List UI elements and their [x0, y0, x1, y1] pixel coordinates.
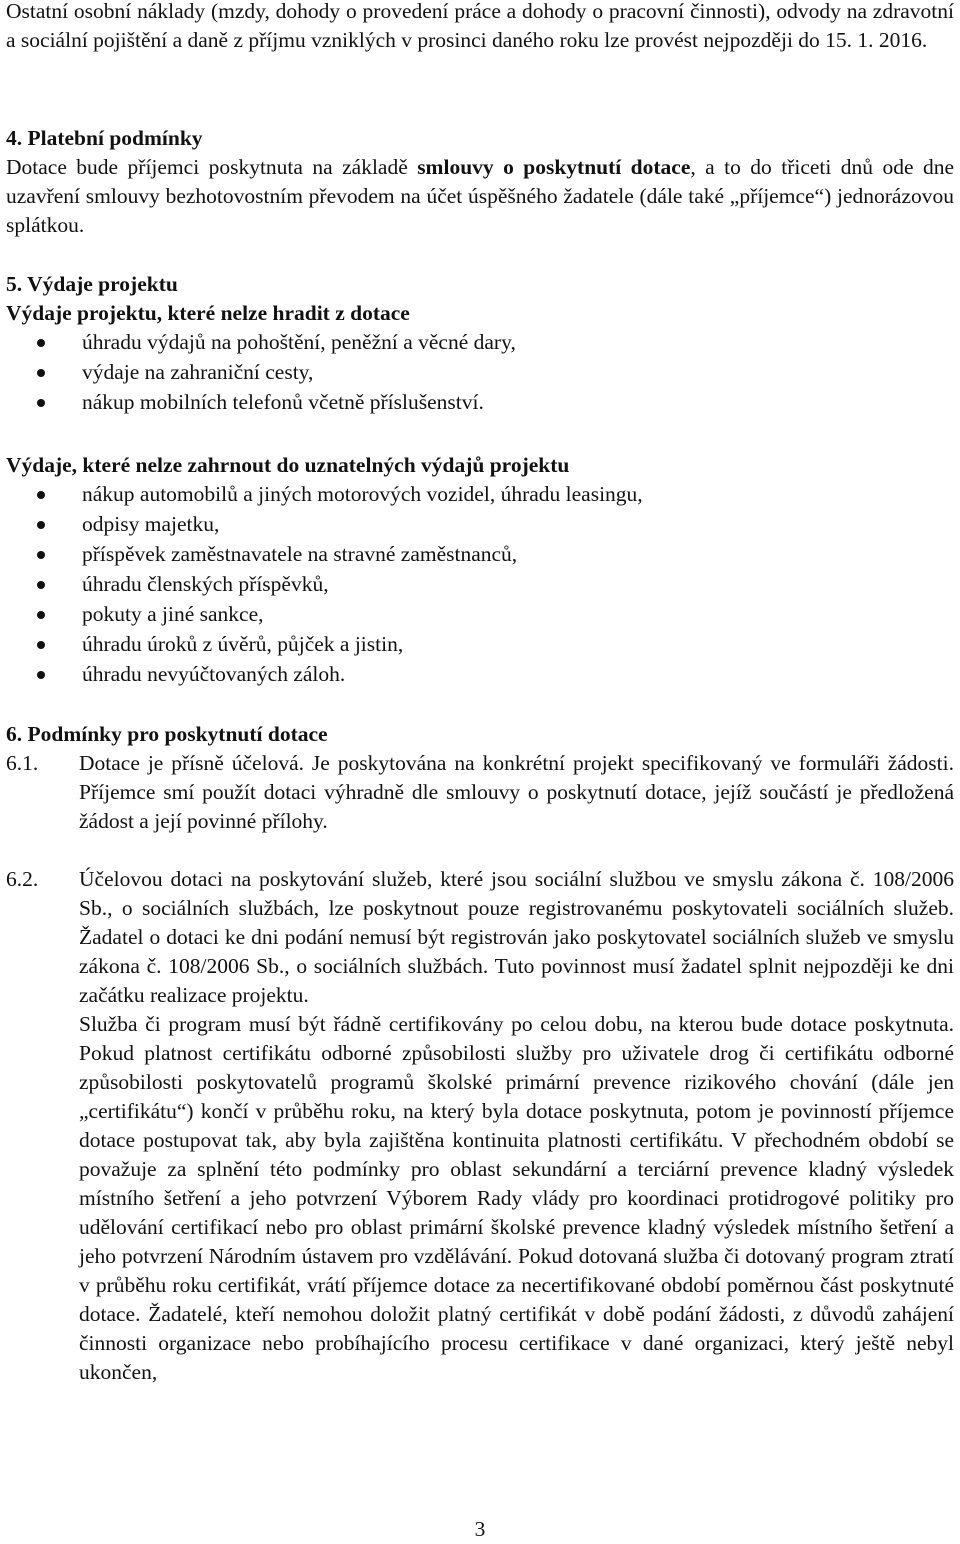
list-item	[6, 510, 954, 540]
bullet-icon	[37, 399, 45, 407]
list-item-text: úhradu úroků z úvěrů, půjček a jistin,	[82, 632, 404, 656]
section-5-heading: 5. Výdaje projektu	[6, 272, 178, 296]
section-4-text-end: , a to do třiceti dnů ode dne uzavření smlouvy bezhotovostním převodem na účet úspěšného žadatele (dále také „příjemce“) jednorázovou splátkou.	[6, 155, 954, 237]
bullet-icon	[37, 491, 45, 499]
list-item-text: odpisy majetku,	[82, 512, 220, 536]
non-eligible-expenses-list	[6, 480, 954, 690]
list-item-text: úhradu nevyúčtovaných záloh.	[82, 662, 346, 686]
list-item-text: pokuty a jiné sankce,	[82, 602, 264, 626]
bullet-icon	[37, 551, 45, 559]
list-item-text: úhradu výdajů na pohoštění, peněžní a věcné dary,	[82, 330, 516, 354]
section-6-2-paragraph-1: Účelovou dotaci na poskytování služeb, které jsou sociální službou ve smyslu zákona č. 108/2006 Sb., o sociálních službách, lze poskytnout pouze registrovanému poskytovateli sociálních služeb. Žadatel o dotaci ke dni podání nemusí být registrován jako poskytovatel sociálních služeb ve smyslu zákona č. 108/2006 Sb., o sociálních službách. Tuto povinnost musí žadatel splnit nejpozději ke dni začátku realizace projektu.	[79, 867, 954, 1007]
section-6-2	[6, 865, 954, 1387]
bullet-icon	[37, 671, 45, 679]
list-item	[6, 480, 954, 510]
section-5-subheading-2: Výdaje, které nelze zahrnout do uznatelných výdajů projektu	[6, 453, 570, 477]
list-item-text: příspěvek zaměstnavatele na stravné zaměstnanců,	[82, 542, 518, 566]
section-6-2-body	[79, 865, 954, 1387]
section-5-part-2	[6, 451, 954, 690]
list-item	[6, 660, 954, 690]
section-5-subheading-1: Výdaje projektu, které nelze hradit z dotace	[6, 301, 410, 325]
non-fundable-expenses-list	[6, 328, 954, 418]
section-6-1-text: Dotace je přísně účelová. Je poskytována na konkrétní projekt specifikovaný ve formuláři žádosti. Příjemce smí použít dotaci výhradně dle smlouvy o poskytnutí dotace, jejíž součástí je předložená žádost a její povinné přílohy.	[79, 751, 954, 833]
section-4-text	[6, 153, 954, 240]
section-6-2-paragraph-2: Služba či program musí být řádně certifikovány po celou dobu, na kterou bude dotace poskytnuta. Pokud platnost certifikátu odborné způsobilosti služby pro uživatele drog či certifikátu odborné způsobilosti poskytovatelů programů školské primární prevence rizikového chování (dále jen „certifikátu“) končí v průběhu roku, na který byla dotace poskytnuta, potom je povinností příjemce dotace postupovat tak, aby byla zajištěna kontinuita platnosti certifikátu. V přechodném období se považuje za splnění této podmínky pro oblast sekundární a terciární prevence kladný výsledek místního šetření a jeho potvrzení Výborem Rady vlády pro koordinaci protidrogové politiky pro udělování certifikací nebo pro oblast primární školské prevence kladný výsledek místního šetření a jeho potvrzení Národním ústavem pro vzdělávání. Pokud dotovaná služba či dotovaný program ztratí v průběhu roku certifikát, vrátí příjemce dotace za necertifikované období poměrnou část poskytnuté dotace. Žadatelé, kteří nemohou doložit platný certifikát v době podání žádosti, z důvodů zahájení činnosti organizace nebo probíhajícího procesu certifikace v dané organizaci, který ještě nebyl ukončen,	[79, 1012, 954, 1384]
section-4	[6, 124, 954, 240]
list-item-text: nákup automobilů a jiných motorových vozidel, úhradu leasingu,	[82, 482, 643, 506]
list-item	[6, 540, 954, 570]
list-item	[6, 328, 954, 358]
section-5	[6, 270, 954, 418]
section-6-2-row	[6, 865, 954, 1387]
section-6-heading: 6. Podmínky pro poskytnutí dotace	[6, 722, 328, 746]
bullet-icon	[37, 521, 45, 529]
section-6-2-number: 6.2.	[6, 867, 39, 891]
bullet-icon	[37, 369, 45, 377]
bullet-icon	[37, 581, 45, 589]
list-item-text: výdaje na zahraniční cesty,	[82, 360, 314, 384]
bullet-icon	[37, 611, 45, 619]
bullet-icon	[37, 339, 45, 347]
page-number: 3	[474, 1517, 486, 1541]
section-4-text-bold: smlouvy o poskytnutí dotace	[417, 155, 691, 179]
bullet-icon	[37, 641, 45, 649]
list-item	[6, 358, 954, 388]
list-item	[6, 630, 954, 660]
list-item	[6, 600, 954, 630]
section-6-1-number: 6.1.	[6, 751, 39, 775]
section-6	[6, 720, 954, 836]
intro-paragraph: Ostatní osobní náklady (mzdy, dohody o provedení práce a dohody o pracovní činnosti), odvody na zdravotní a sociální pojištění a daně z příjmu vzniklých v prosinci daného roku lze provést nejpozději do 15. 1. 2016.	[6, 0, 954, 52]
section-4-text-start: Dotace bude příjemci poskytnuta na základě	[6, 155, 418, 179]
section-4-heading: 4. Platební podmínky	[6, 126, 203, 150]
list-item	[6, 388, 954, 418]
list-item-text: úhradu členských příspěvků,	[82, 572, 329, 596]
list-item	[6, 570, 954, 600]
list-item-text: nákup mobilních telefonů včetně příslušenství.	[82, 390, 484, 414]
section-6-1	[6, 749, 954, 836]
